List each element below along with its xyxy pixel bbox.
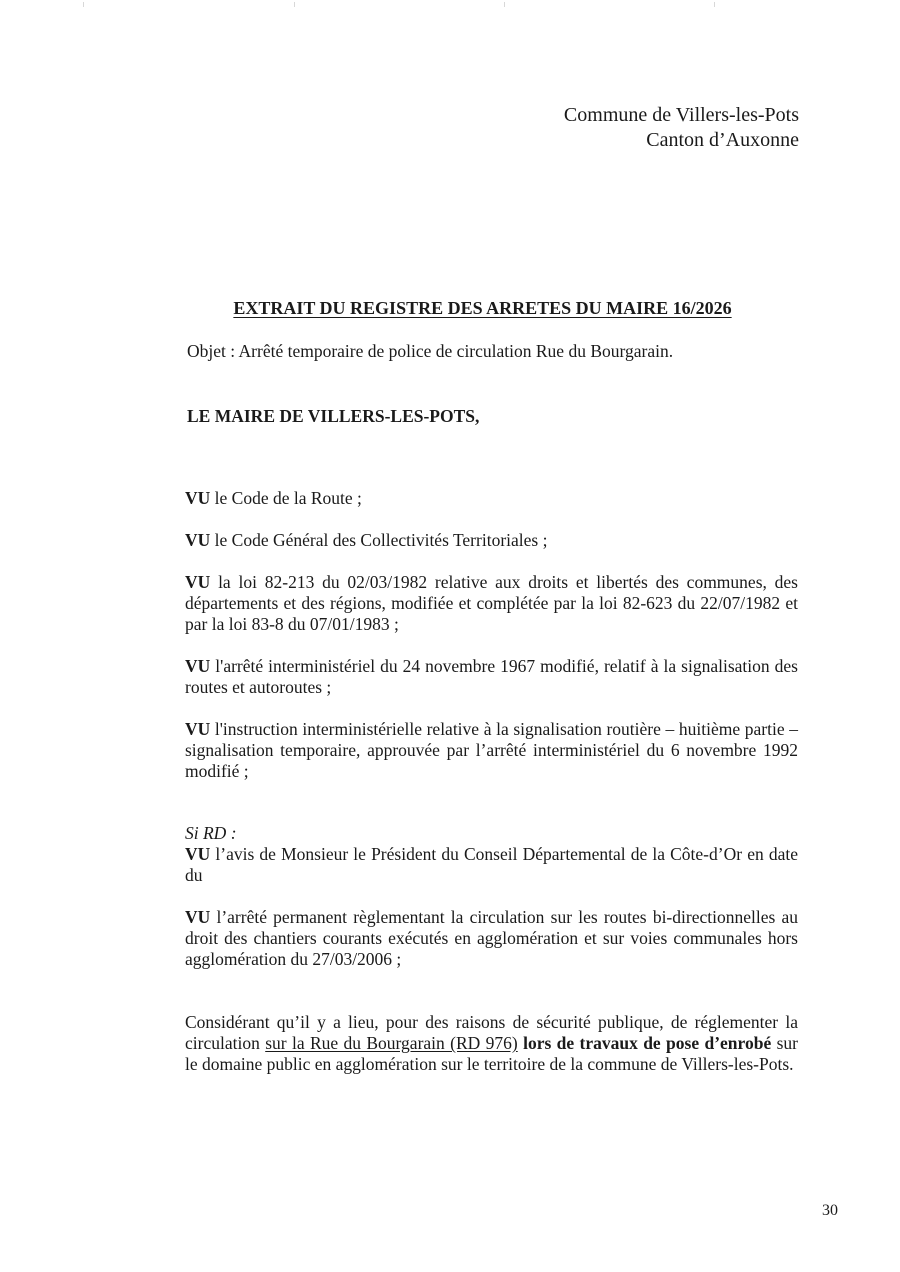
vu-text: la loi 82-213 du 02/03/1982 relative aux droits et libertés des communes, des départements et des régions, modifiée et complétée par la loi 82-623 du 22/07/1982 et par la loi 83-8 du 07/01/1983 ; — [185, 572, 798, 634]
vu-avis — [185, 844, 798, 886]
considerant-paragraph — [185, 1012, 798, 1075]
vu-label: VU — [185, 656, 211, 676]
vu-arrete-1967 — [185, 656, 798, 698]
maire-heading: LE MAIRE DE VILLERS-LES-POTS, — [187, 406, 480, 426]
vu-label: VU — [185, 719, 211, 739]
vu-loi-82-213 — [185, 572, 798, 635]
considerant-works: lors de travaux de pose d’enrobé — [517, 1033, 772, 1053]
canton-name: Canton d’Auxonne — [646, 129, 799, 151]
document-title: EXTRAIT DU REGISTRE DES ARRETES DU MAIRE 16/2026 — [233, 298, 732, 318]
si-rd-label: Si RD : — [185, 823, 237, 843]
vu-label: VU — [185, 844, 211, 864]
objet-line: Objet : Arrêté temporaire de police de circulation Rue du Bourgarain. — [187, 341, 674, 361]
vu-label: VU — [185, 488, 211, 508]
scan-mark — [714, 2, 715, 7]
vu-label: VU — [185, 907, 211, 927]
scan-mark — [83, 2, 84, 7]
scan-mark — [294, 2, 295, 7]
scan-mark — [504, 2, 505, 7]
vu-text: l’avis de Monsieur le Président du Conseil Départemental de la Côte-d’Or en date du — [185, 844, 798, 885]
commune-header — [564, 103, 799, 153]
vu-text: l'instruction interministérielle relative à la signalisation routière – huitième partie – signalisation temporaire, approuvée par l’arrêté interministériel du 6 novembre 1992 modifié ; — [185, 719, 798, 781]
vu-code-route — [185, 488, 798, 509]
considerant-text: Considérant qu’il y a lieu, pour des raisons de sécurité publique, de réglementer la circulation — [185, 1012, 798, 1053]
vu-arrete-permanent — [185, 907, 798, 970]
considerant-location: sur la Rue du Bourgarain (RD 976) — [265, 1033, 518, 1053]
vu-label: VU — [185, 572, 211, 592]
page-number: 30 — [822, 1202, 838, 1219]
vu-label: VU — [185, 530, 211, 550]
vu-text: le Code de la Route ; — [210, 488, 362, 508]
commune-name: Commune de Villers-les-Pots — [563, 104, 799, 126]
considerant-text-end: sur le domaine public en agglomération sur le territoire de la commune de Villers-les-Pots. — [185, 1033, 799, 1074]
vu-text: l'arrêté interministériel du 24 novembre 1967 modifié, relatif à la signalisation des routes et autoroutes ; — [185, 656, 798, 697]
vu-cgct — [185, 530, 798, 551]
vu-text: le Code Général des Collectivités Territoriales ; — [210, 530, 548, 550]
vu-instruction — [185, 719, 798, 782]
vu-text: l’arrêté permanent règlementant la circulation sur les routes bi-directionnelles au droit des chantiers courants exécutés en agglomération et sur voies communales hors agglomération du 27/03/2006 ; — [185, 907, 798, 969]
si-rd-block — [185, 823, 798, 886]
